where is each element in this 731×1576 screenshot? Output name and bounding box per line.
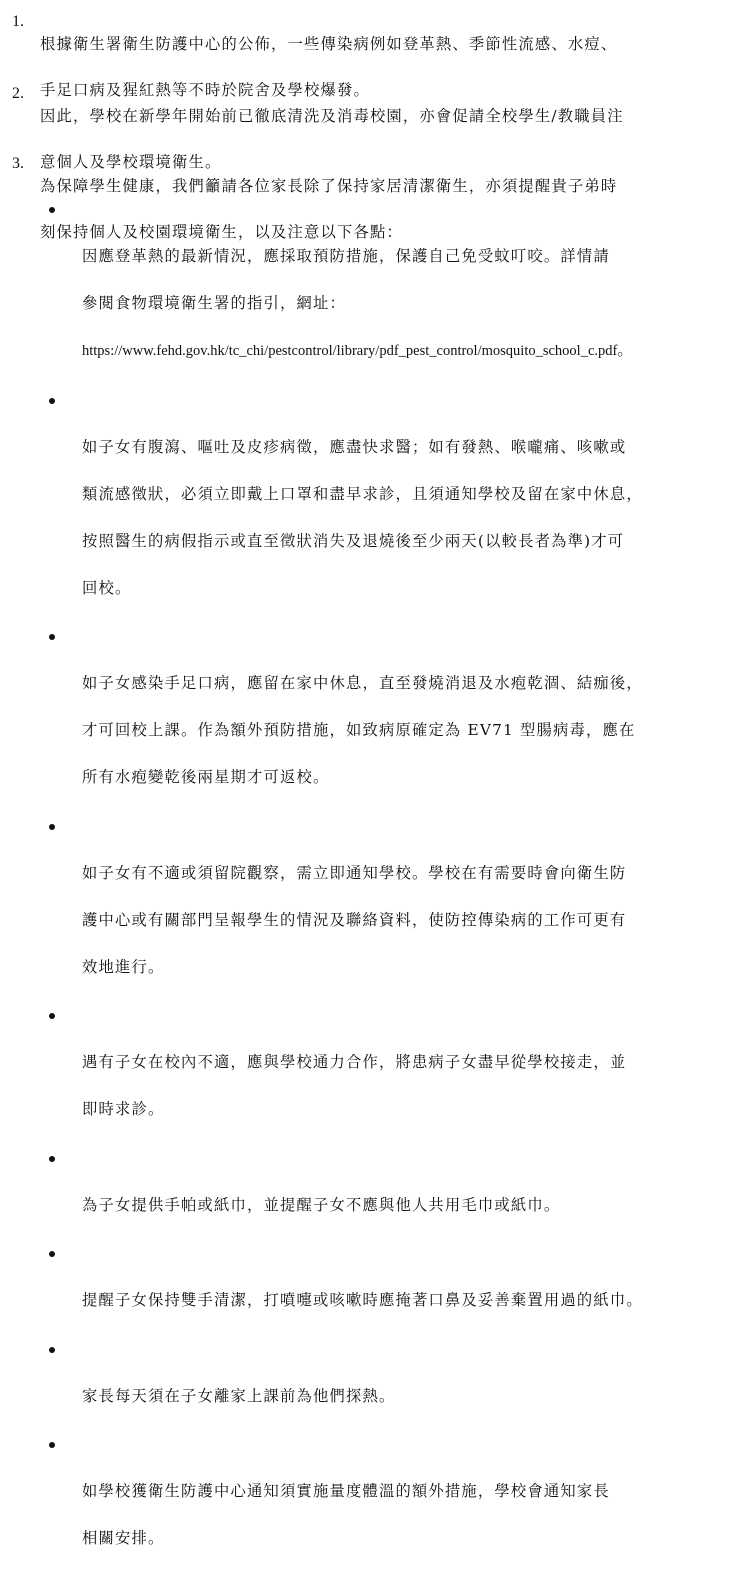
bullet-icon (49, 1251, 55, 1257)
url-suffix: 。 (617, 341, 634, 359)
bullet-icon (49, 634, 55, 640)
fehd-guideline-link[interactable]: https://www.fehd.gov.hk/tc_chi/pestcontrol/library/pdf_pest_control/mosquito_school_c.pdf (82, 343, 618, 359)
bullet-line: 才可回校上課。作為額外預防措施，如致病原確定為 EV71 型腸病毒，應在 (82, 721, 636, 739)
bullet-icon (49, 207, 55, 213)
item-number: 1. (12, 13, 24, 30)
item-number: 3. (12, 155, 24, 172)
item-line: 為保障學生健康，我們籲請各位家長除了保持家居清潔衛生，亦須提醒貴子弟時 (40, 177, 618, 195)
bullet-line: 家長每天須在子女離家上課前為他們探熱。 (82, 1386, 396, 1405)
bullet-line: 相關安排。 (82, 1529, 165, 1547)
item-line: 因此，學校在新學年開始前已徹底清洗及消毒校園，亦會促請全校學生/教職員注 (40, 107, 624, 125)
bullet-item-hand-foot-mouth (0, 625, 731, 813)
bullet-item-dengue (0, 198, 731, 387)
item-line: 手足口病及猩紅熱等不時於院舍及學校爆發。 (40, 81, 370, 99)
bullet-item-symptoms (0, 389, 731, 624)
bullet-line: 如子女有不適或須留院觀察，需立即通知學校。學校在有需要時會向衛生防 (82, 863, 627, 882)
precaution-bullet-list (0, 198, 731, 1576)
item-line: 根據衛生署衛生防護中心的公佈，一些傳染病例如登革熱、季節性流感、水痘、 (40, 35, 618, 53)
bullet-icon (49, 1347, 55, 1353)
bullet-line: 即時求診。 (82, 1100, 165, 1118)
bullet-line: 參閱食物環境衛生署的指引，網址： (82, 294, 346, 312)
bullet-icon (49, 824, 55, 830)
bullet-line: 效地進行。 (82, 957, 165, 976)
item-number: 2. (12, 85, 24, 102)
item-line: 意個人及學校環境衛生。 (40, 153, 222, 171)
item-line: 刻保持個人及校園環境衛生，以及注意以下各點： (40, 223, 403, 241)
bullet-line: 為子女提供手帕或紙巾，並提醒子女不應與他人共用毛巾或紙巾。 (82, 1195, 561, 1214)
bullet-icon (49, 1442, 55, 1448)
bullet-line: 因應登革熱的最新情況，應採取預防措施，保護自己免受蚊叮咬。詳情請 (82, 247, 610, 265)
bullet-icon (49, 398, 55, 404)
bullet-line: 護中心或有關部門呈報學生的情況及聯絡資料，使防控傳染病的工作可更有 (82, 910, 627, 929)
bullet-line: 按照醫生的病假指示或直至徵狀消失及退燒後至少兩天(以較長者為準)才可 (82, 531, 625, 550)
bullet-line: 回校。 (82, 578, 132, 597)
bullet-line: 如學校獲衛生防護中心通知須實施量度體溫的額外措施，學校會通知家長 (82, 1482, 610, 1500)
bullet-item-extra-measures (0, 1433, 731, 1574)
bullet-line: 所有水疱變乾後兩星期才可返校。 (82, 768, 330, 786)
bullet-line: 提醒子女保持雙手清潔，打噴嚏或咳嗽時應掩著口鼻及妥善棄置用過的紙巾。 (82, 1291, 643, 1309)
bullet-line: 如子女有腹瀉、嘔吐及皮疹病徵，應盡快求醫；如有發熱、喉嚨痛、咳嗽或 (82, 437, 627, 456)
bullet-icon (49, 1013, 55, 1019)
bullet-icon (49, 1156, 55, 1162)
bullet-line: 類流感徵狀，必須立即戴上口罩和盡早求診，且須通知學校及留在家中休息， (82, 484, 643, 503)
bullet-line: 如子女感染手足口病，應留在家中休息，直至發燒消退及水疱乾涸、結痂後， (82, 674, 643, 692)
bullet-item-notify-school (0, 815, 731, 1003)
bullet-item-tissues (0, 1147, 731, 1241)
bullet-item-hand-hygiene (0, 1242, 731, 1336)
bullet-line: 遇有子女在校內不適，應與學校通力合作，將患病子女盡早從學校接走，並 (82, 1053, 627, 1071)
bullet-item-temperature (0, 1338, 731, 1432)
bullet-item-unwell-at-school (0, 1004, 731, 1145)
